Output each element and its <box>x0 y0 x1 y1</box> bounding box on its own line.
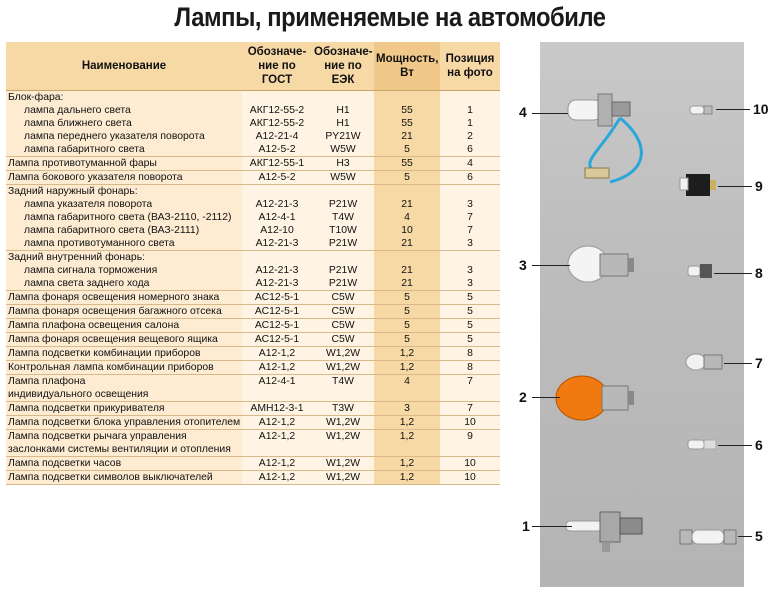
cell-power-value <box>376 185 438 198</box>
cell-gost <box>242 471 312 485</box>
lamp-subitem-name: лампа ближнего света <box>24 118 132 129</box>
cell-power-value: 10 <box>401 225 413 236</box>
cell-position-value: 1 <box>467 105 473 116</box>
lamp-name: Лампа подсветки прикуривателя <box>8 403 165 414</box>
cell-position-value: 9 <box>467 431 473 442</box>
lamp-name: Лампа фонаря освещения номерного знака <box>8 292 220 303</box>
cell-gost-value: А12-5-2 <box>258 144 296 155</box>
cell-power-value: 1,2 <box>399 362 415 373</box>
callout-9: 9 <box>755 178 763 194</box>
cell-eck-value: C5W <box>331 306 355 317</box>
cell-position <box>440 347 500 361</box>
cell-gost-value <box>244 251 310 264</box>
lamp-name: Лампа подсветки символов выключателей <box>8 472 213 483</box>
header-power: Мощность, Вт <box>374 42 440 91</box>
cell-eck <box>312 305 374 319</box>
cell-power <box>374 305 440 319</box>
cell-power <box>374 347 440 361</box>
cell-position-value: 10 <box>464 458 476 469</box>
cell-name <box>6 471 242 485</box>
cell-power-value: 1,2 <box>399 348 415 359</box>
lamp-7-image <box>686 354 722 370</box>
callout-10-leader <box>716 109 750 110</box>
page-title: Лампы, применяемые на автомобиле <box>174 2 606 32</box>
header-name: Наименование <box>6 42 242 91</box>
cell-eck <box>312 471 374 485</box>
lamp-subitem-name: лампа сигнала торможения <box>24 265 158 276</box>
cell-power <box>374 361 440 375</box>
cell-gost <box>242 305 312 319</box>
lamp-subitem-name: лампа габаритного света (ВАЗ-2111) <box>24 225 200 236</box>
cell-position <box>440 185 500 251</box>
lamp-table <box>6 42 500 485</box>
cell-eck <box>312 251 374 291</box>
cell-power-value: 55 <box>401 158 413 169</box>
cell-name <box>6 305 242 319</box>
cell-position-value: 1 <box>467 118 473 129</box>
cell-eck <box>312 185 374 251</box>
cell-power-value: 5 <box>404 306 410 317</box>
cell-gost-value: А12-1,2 <box>258 472 296 483</box>
cell-eck-value: W1,2W <box>325 431 361 442</box>
cell-position-value <box>442 251 498 264</box>
cell-position-value: 5 <box>467 306 473 317</box>
cell-eck <box>312 157 374 171</box>
cell-position-value: 5 <box>467 334 473 345</box>
callout-9-leader <box>718 186 752 187</box>
cell-position <box>440 416 500 430</box>
lamp-py21w-image <box>556 376 634 420</box>
lamp-name: Лампа фонаря освещения багажного отсека <box>8 306 222 317</box>
lamp-subitem-name: лампа габаритного света <box>24 144 145 155</box>
cell-power-value: 21 <box>401 131 413 142</box>
lamp-name: индивидуального освещения <box>8 389 149 400</box>
table-row <box>6 430 500 457</box>
cell-gost <box>242 347 312 361</box>
lamp-name: заслонками системы вентиляции и отопления <box>8 444 231 455</box>
lamp-name: Лампа подсветки рычага управления <box>8 431 187 442</box>
lamp-name: Лампа подсветки комбинации приборов <box>8 348 201 359</box>
cell-position <box>440 430 500 457</box>
callout-3-leader <box>532 265 570 266</box>
lamp-9-image <box>680 174 716 196</box>
cell-gost-value: АКГ12-55-1 <box>249 158 305 169</box>
cell-gost-value: А12-21-4 <box>255 131 299 142</box>
cell-position-value: 6 <box>467 172 473 183</box>
cell-name <box>6 347 242 361</box>
cell-position-value <box>442 185 498 198</box>
cell-gost-value: А12-1,2 <box>258 417 296 428</box>
cell-power <box>374 430 440 457</box>
cell-gost-value: А12-1,2 <box>258 362 296 373</box>
table-row <box>6 402 500 416</box>
cell-power-value: 3 <box>404 403 410 414</box>
cell-power-value: 5 <box>404 334 410 345</box>
cell-gost-value: А12-5-2 <box>258 172 296 183</box>
cell-gost <box>242 319 312 333</box>
table-row <box>6 347 500 361</box>
cell-eck-value: C5W <box>331 334 355 345</box>
lamp-name: Задний внутренний фонарь: <box>8 252 146 263</box>
callout-1-leader <box>532 526 572 527</box>
cell-gost-value: АМН12-3-1 <box>250 403 304 414</box>
cell-eck <box>312 291 374 305</box>
cell-power <box>374 291 440 305</box>
cell-gost-value: А12-21-3 <box>255 238 299 249</box>
lamp-name: Лампа плафона освещения салона <box>8 320 180 331</box>
cell-position <box>440 402 500 416</box>
cell-gost-value: А12-1,2 <box>258 431 296 442</box>
cell-power-value <box>376 91 438 104</box>
cell-power <box>374 171 440 185</box>
cell-position <box>440 471 500 485</box>
cell-eck-value: T3W <box>332 403 354 414</box>
cell-power-value: 4 <box>404 212 410 223</box>
table-header-row <box>6 42 500 91</box>
cell-gost-value: А12-4-1 <box>258 212 296 223</box>
cell-power <box>374 402 440 416</box>
cell-power <box>374 333 440 347</box>
cell-name <box>6 319 242 333</box>
lamp-name: Лампа подсветки блока управления отопителем <box>8 417 241 428</box>
cell-gost <box>242 457 312 471</box>
cell-eck-value: W5W <box>330 172 356 183</box>
cell-power-value: 55 <box>401 118 413 129</box>
table-row <box>6 185 500 251</box>
cell-name <box>6 430 242 457</box>
cell-position <box>440 375 500 402</box>
cell-power-value: 5 <box>404 292 410 303</box>
cell-name <box>6 333 242 347</box>
cell-eck-value: W1,2W <box>325 417 361 428</box>
lamp-name: Лампа противотуманной фары <box>8 158 157 169</box>
cell-gost-value: АС12-5-1 <box>254 292 300 303</box>
cell-power-value: 5 <box>404 144 410 155</box>
cell-position <box>440 157 500 171</box>
cell-gost <box>242 185 312 251</box>
callout-4: 4 <box>519 104 527 120</box>
callout-7-leader <box>724 363 752 364</box>
cell-gost <box>242 171 312 185</box>
lamp-name: Контрольная лампа комбинации приборов <box>8 362 214 373</box>
cell-gost <box>242 416 312 430</box>
cell-position <box>440 91 500 157</box>
table-row <box>6 157 500 171</box>
lamp-name: Лампа фонаря освещения вещевого ящика <box>8 334 218 345</box>
header-position: Позиция на фото <box>440 42 500 91</box>
cell-gost-value: АКГ12-55-2 <box>249 118 305 129</box>
cell-eck-value: P21W <box>328 265 358 276</box>
cell-gost-value: А12-21-3 <box>255 199 299 210</box>
table-row <box>6 91 500 157</box>
cell-position-value: 7 <box>467 225 473 236</box>
lamp-subitem-name: лампа противотуманного света <box>24 238 175 249</box>
cell-gost-value: АС12-5-1 <box>254 306 300 317</box>
table-row <box>6 471 500 485</box>
cell-eck-value: H3 <box>336 158 350 169</box>
cell-eck <box>312 319 374 333</box>
callout-4-leader <box>532 113 568 114</box>
cell-eck-value: W5W <box>330 144 356 155</box>
table-row <box>6 361 500 375</box>
cell-eck-value: P21W <box>328 278 358 289</box>
cell-power <box>374 185 440 251</box>
cell-position-value: 5 <box>467 292 473 303</box>
cell-name <box>6 361 242 375</box>
cell-eck-value: H1 <box>336 118 350 129</box>
cell-eck <box>312 361 374 375</box>
cell-power-value: 1,2 <box>399 431 415 442</box>
table-row <box>6 333 500 347</box>
cell-name <box>6 375 242 402</box>
cell-position-value: 3 <box>467 238 473 249</box>
cell-eck <box>312 457 374 471</box>
table-row <box>6 251 500 291</box>
cell-power <box>374 471 440 485</box>
cell-gost <box>242 402 312 416</box>
lamp-photo-drawing <box>540 42 744 587</box>
cell-eck-value: C5W <box>331 292 355 303</box>
cell-power-value: 4 <box>404 376 410 387</box>
callout-5-leader <box>738 536 752 537</box>
cell-name <box>6 171 242 185</box>
cell-eck-value <box>314 91 372 104</box>
cell-position <box>440 319 500 333</box>
cell-power <box>374 91 440 157</box>
cell-position <box>440 171 500 185</box>
cell-eck <box>312 347 374 361</box>
cell-eck-value: PY21W <box>325 131 361 142</box>
cell-position-value <box>442 91 498 104</box>
cell-power <box>374 416 440 430</box>
cell-eck <box>312 333 374 347</box>
cell-name <box>6 416 242 430</box>
callout-2: 2 <box>519 389 527 405</box>
cell-gost-value: А12-1,2 <box>258 458 296 469</box>
lamp-name: Задний наружный фонарь: <box>8 186 138 197</box>
cell-gost-value: АКГ12-55-2 <box>249 105 305 116</box>
cell-position-value: 3 <box>467 278 473 289</box>
cell-name <box>6 91 242 157</box>
cell-position <box>440 361 500 375</box>
cell-eck-value: W1,2W <box>325 348 361 359</box>
cell-eck-value: P21W <box>328 199 358 210</box>
cell-name <box>6 402 242 416</box>
cell-gost-value <box>244 185 310 198</box>
cell-position <box>440 291 500 305</box>
lamp-photo <box>540 42 744 587</box>
cell-power-value: 5 <box>404 172 410 183</box>
callout-5: 5 <box>755 528 763 544</box>
cell-power-value: 21 <box>401 199 413 210</box>
cell-eck-value: P21W <box>328 238 358 249</box>
cell-position <box>440 251 500 291</box>
cell-eck-value: H1 <box>336 105 350 116</box>
cell-name <box>6 157 242 171</box>
cell-position-value: 7 <box>467 212 473 223</box>
cell-gost-value: АС12-5-1 <box>254 334 300 345</box>
cell-position-value: 8 <box>467 348 473 359</box>
lamp-name: Лампа плафона <box>8 376 86 387</box>
cell-gost <box>242 430 312 457</box>
cell-eck-value: W1,2W <box>325 472 361 483</box>
header-gost: Обозначе- ние по ГОСТ <box>242 42 312 91</box>
callout-8: 8 <box>755 265 763 281</box>
cell-power-value: 5 <box>404 320 410 331</box>
cell-power <box>374 319 440 333</box>
lamp-8-image <box>688 264 712 278</box>
table-row <box>6 416 500 430</box>
table-row <box>6 171 500 185</box>
cell-eck <box>312 171 374 185</box>
cell-eck <box>312 430 374 457</box>
table-row <box>6 375 500 402</box>
cell-position-value: 10 <box>464 417 476 428</box>
cell-name <box>6 185 242 251</box>
lamp-subitem-name: лампа света заднего хода <box>24 278 150 289</box>
cell-position-value: 6 <box>467 144 473 155</box>
cell-power-value: 21 <box>401 278 413 289</box>
cell-eck-value: W1,2W <box>325 362 361 373</box>
cell-gost-value: А12-4-1 <box>258 376 296 387</box>
lamp-name: Блок-фара: <box>8 92 64 103</box>
cell-position-value: 10 <box>464 472 476 483</box>
cell-eck <box>312 375 374 402</box>
cell-position-value: 7 <box>467 376 473 387</box>
callout-10: 10 <box>753 101 769 117</box>
table-row <box>6 291 500 305</box>
cell-gost-value: А12-1,2 <box>258 348 296 359</box>
cell-eck-value: C5W <box>331 320 355 331</box>
cell-power <box>374 157 440 171</box>
lamp-5-image <box>680 530 736 544</box>
cell-eck-value <box>314 185 372 198</box>
cell-position <box>440 333 500 347</box>
cell-gost <box>242 333 312 347</box>
table-row <box>6 457 500 471</box>
cell-gost <box>242 361 312 375</box>
cell-power-value: 21 <box>401 265 413 276</box>
cell-position <box>440 457 500 471</box>
cell-position-value: 3 <box>467 265 473 276</box>
cell-eck <box>312 402 374 416</box>
callout-8-leader <box>714 273 752 274</box>
cell-gost <box>242 375 312 402</box>
lamp-subitem-name: лампа габаритного света (ВАЗ-2110, -2112) <box>24 212 232 223</box>
cell-power-value: 1,2 <box>399 458 415 469</box>
cell-power <box>374 457 440 471</box>
cell-position-value: 3 <box>467 199 473 210</box>
cell-gost <box>242 251 312 291</box>
cell-power-value: 55 <box>401 105 413 116</box>
cell-gost-value <box>244 91 310 104</box>
lamp-name: Лампа бокового указателя поворота <box>8 172 183 183</box>
cell-gost <box>242 91 312 157</box>
callout-3: 3 <box>519 257 527 273</box>
cell-position-value: 4 <box>467 158 473 169</box>
cell-eck-value: T4W <box>332 376 354 387</box>
table-row <box>6 305 500 319</box>
cell-eck-value: T4W <box>332 212 354 223</box>
table-row <box>6 319 500 333</box>
lamp-subitem-name: лампа указателя поворота <box>24 199 153 210</box>
lamp-10-image <box>690 106 712 114</box>
cell-gost <box>242 157 312 171</box>
cell-position-value: 5 <box>467 320 473 331</box>
lamp-name: Лампа подсветки часов <box>8 458 122 469</box>
cell-position-value: 2 <box>467 131 473 142</box>
cell-gost-value: А12-21-3 <box>255 278 299 289</box>
lamp-h3-image <box>568 94 641 182</box>
callout-7: 7 <box>755 355 763 371</box>
header-eck: Обозначе- ние по ЕЭК <box>312 42 374 91</box>
callout-2-leader <box>532 397 560 398</box>
cell-eck-value: T10W <box>329 225 357 236</box>
cell-power-value <box>376 251 438 264</box>
cell-gost-value: А12-21-3 <box>255 265 299 276</box>
cell-position-value: 8 <box>467 362 473 373</box>
cell-gost <box>242 291 312 305</box>
lamp-6-image <box>688 440 716 449</box>
cell-position-value: 7 <box>467 403 473 414</box>
callout-6: 6 <box>755 437 763 453</box>
cell-power <box>374 375 440 402</box>
cell-gost-value: АС12-5-1 <box>254 320 300 331</box>
cell-gost-value: А12-10 <box>260 225 294 236</box>
cell-name <box>6 291 242 305</box>
lamp-subitem-name: лампа дальнего света <box>24 105 131 116</box>
callout-6-leader <box>718 445 752 446</box>
cell-eck <box>312 416 374 430</box>
cell-name <box>6 251 242 291</box>
cell-power-value: 1,2 <box>399 472 415 483</box>
cell-eck-value: W1,2W <box>325 458 361 469</box>
cell-power-value: 21 <box>401 238 413 249</box>
lamp-h1-image <box>566 512 642 552</box>
cell-position <box>440 305 500 319</box>
cell-power-value: 1,2 <box>399 417 415 428</box>
cell-eck <box>312 91 374 157</box>
cell-name <box>6 457 242 471</box>
callout-1: 1 <box>522 518 530 534</box>
cell-eck-value <box>314 251 372 264</box>
cell-power <box>374 251 440 291</box>
lamp-subitem-name: лампа переднего указателя поворота <box>24 131 205 142</box>
lamp-p21w-image <box>568 246 634 282</box>
